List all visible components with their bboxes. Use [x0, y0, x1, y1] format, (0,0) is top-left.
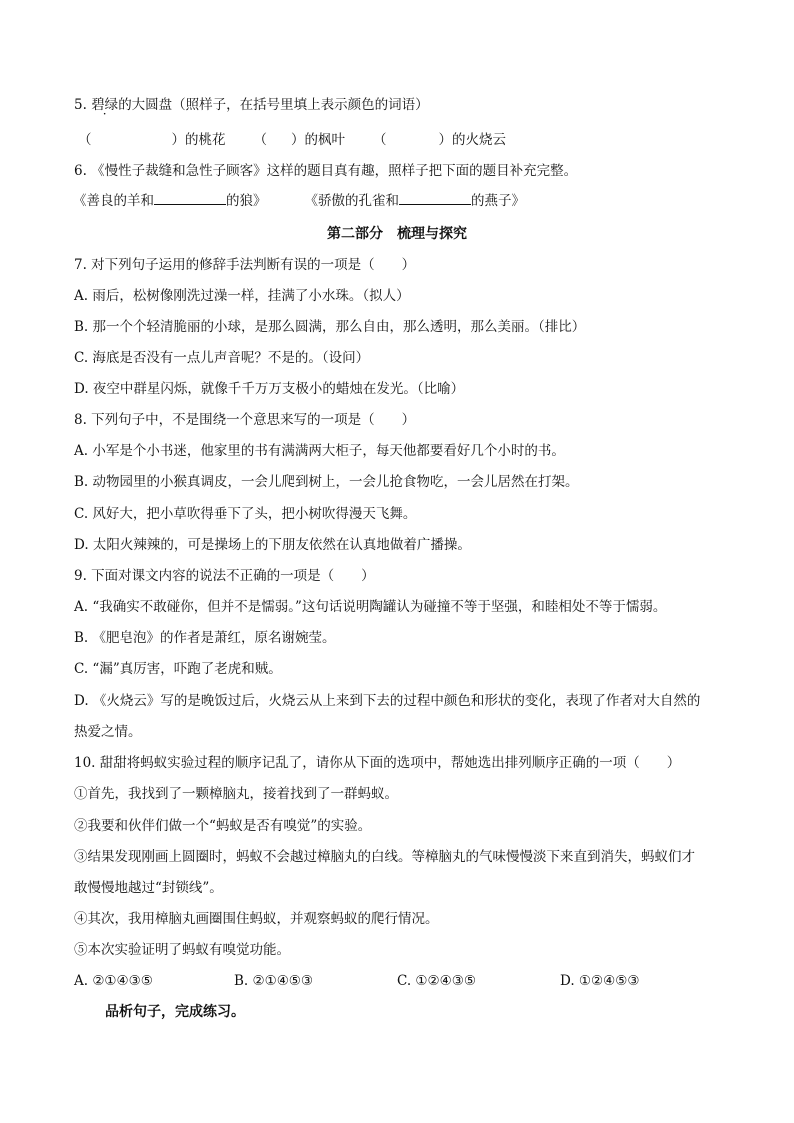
q8-option-b: B. 动物园里的小猴真调皮，一会儿爬到树上，一会儿抢食物吃，一会儿居然在打架。: [74, 474, 579, 490]
q10-stem: 10. 甜甜将蚂蚁实验过程的顺序记乱了，请你从下面的选项中，帮她选出排列顺序正确的一项（ ）: [74, 755, 681, 771]
question-5: [74, 96, 429, 114]
q7-option-b: B. 那一个个轻清脆丽的小球，是那么圆满，那么自由，那么透明，那么美丽。（排比）: [74, 319, 586, 335]
q8-option-a: A. 小军是个小书迷，他家里的书有满满两大柜子，每天他都要看好几个小时的书。: [74, 443, 565, 459]
q10-step-1: ①首先，我找到了一颗樟脑丸，接着找到了一群蚂蚁。: [74, 786, 398, 802]
q8-option-c: C. 风好大，把小草吹得垂下了头，把小树吹得漫天飞舞。: [74, 506, 417, 522]
q9-option-d-cont: 热爱之情。: [74, 724, 142, 740]
q6-fill-row: [73, 192, 525, 210]
instruction-heading: 品析句子，完成练习。: [105, 1004, 245, 1020]
fill-item-cloud: ）的火烧云: [438, 132, 506, 148]
paren-open: （: [78, 132, 92, 148]
q6-title-2-start: 《骄傲的孔雀和: [304, 193, 399, 209]
q6-blank-1[interactable]: [154, 192, 226, 205]
q9-option-c: C. “漏”真厉害，吓跑了老虎和贼。: [74, 661, 282, 677]
q10-step-2: ②我要和伙伴们做一个“蚂蚁是否有嗅觉”的实验。: [74, 818, 372, 834]
q10-step-3: ③结果发现刚画上圆圈时，蚂蚁不会越过樟脑丸的白线。等樟脑丸的气味慢慢淡下来直到消失，蚂蚁们才: [74, 849, 695, 865]
q10-step-4: ④其次，我用樟脑丸画圈围住蚂蚁，并观察蚂蚁的爬行情况。: [74, 911, 439, 927]
q8-stem: 8. 下列句子中，不是围绕一个意思来写的一项是（ ）: [74, 412, 416, 428]
q7-stem: 7. 对下列句子运用的修辞手法判断有误的一项是（ ）: [74, 257, 416, 273]
question-6: 6. 《慢性子裁缝和急性子顾客》这样的题目真有趣，照样子把下面的题目补充完整。: [74, 163, 578, 179]
q7-option-a: A. 雨后，松树像刚洗过澡一样，挂满了小水珠。（拟人）: [74, 288, 410, 304]
fill-item-peach: ）的桃花: [171, 132, 226, 148]
q10-option-c: C. ①②④③⑤: [397, 973, 476, 989]
q5-text: 的大圆盘（照样子，在括号里填上表示颜色的词语）: [118, 97, 429, 113]
q9-option-a: A. “我确实不敢碰你，但并不是懦弱。”这句话说明陶罐认为碰撞不等于坚强，和睦相处不等于懦弱。: [74, 599, 667, 615]
q10-step-3-cont: 敢慢慢地越过“封锁线”。: [74, 880, 223, 896]
q5-fill-row: [78, 131, 506, 149]
paren-open: （: [373, 132, 387, 148]
q8-option-d: D. 太阳火辣辣的，可是操场上的下朋友依然在认真地做着广播操。: [74, 537, 471, 553]
q10-option-d: D. ①②④⑤③: [560, 973, 640, 989]
q7-option-c: C. 海底是否没有一点儿声音呢？不是的。（设问）: [74, 350, 370, 366]
fill-item-maple: ）的枫叶: [291, 132, 345, 148]
q5-dotted-word: 碧绿: [91, 97, 119, 113]
q9-option-d: D. 《火烧云》写的是晚饭过后，火烧云从上来到下去的过程中颜色和形状的变化，表现了作者对大自然的: [74, 693, 701, 709]
q9-option-b: B. 《肥皂泡》的作者是萧红，原名谢婉莹。: [74, 630, 336, 646]
q5-number: 5.: [74, 97, 87, 113]
section-title: 第二部分 梳理与探究: [327, 226, 467, 242]
q6-title-1-end: 的狼》: [226, 193, 267, 209]
q7-option-d: D. 夜空中群星闪烁，就像千千万万支极小的蜡烛在发光。（比喻）: [74, 381, 465, 397]
q9-stem: 9. 下面对课文内容的说法不正确的一项是（ ）: [74, 568, 375, 584]
paren-open: （: [253, 132, 267, 148]
q6-blank-2[interactable]: [399, 192, 471, 205]
q6-title-2-end: 的燕子》: [471, 193, 525, 209]
q10-option-a: A. ②①④③⑤: [74, 973, 153, 989]
q6-title-1-start: 《善良的羊和: [73, 193, 154, 209]
q10-option-b: B. ②①④⑤③: [234, 973, 314, 989]
q10-step-5: ⑤本次实验证明了蚂蚁有嗅觉功能。: [74, 942, 290, 958]
